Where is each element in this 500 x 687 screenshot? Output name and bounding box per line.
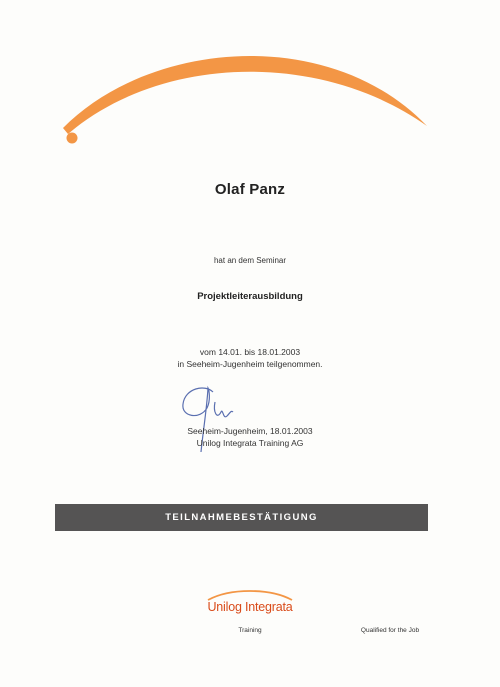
signature-block — [0, 426, 500, 449]
date-block — [0, 347, 500, 370]
date-line: vom 14.01. bis 18.01.2003 — [199, 347, 301, 357]
organization: Unilog Integrata Training AG — [196, 437, 304, 448]
location-line: in Seeheim-Jugenheim teilgenommen. — [177, 358, 323, 369]
tagline: Qualified for the Job — [360, 627, 420, 634]
logo-subtitle: Training — [238, 627, 262, 634]
place-date: Seeheim-Jugenheim, 18.01.2003 — [187, 426, 313, 436]
orange-arc — [63, 56, 427, 134]
handwritten-signature — [175, 382, 245, 462]
banner-label: TEILNAHMEBESTÄTIGUNG — [165, 512, 318, 523]
logo-wordmark: Unilog Integrata — [207, 600, 293, 614]
intro-text: hat an dem Seminar — [213, 256, 287, 265]
orange-dot — [67, 133, 78, 144]
seminar-title: Projektleiterausbildung — [197, 291, 303, 302]
certificate-banner — [55, 504, 428, 531]
orange-arc-graphic — [0, 0, 500, 160]
recipient-name: Olaf Panz — [214, 181, 286, 198]
